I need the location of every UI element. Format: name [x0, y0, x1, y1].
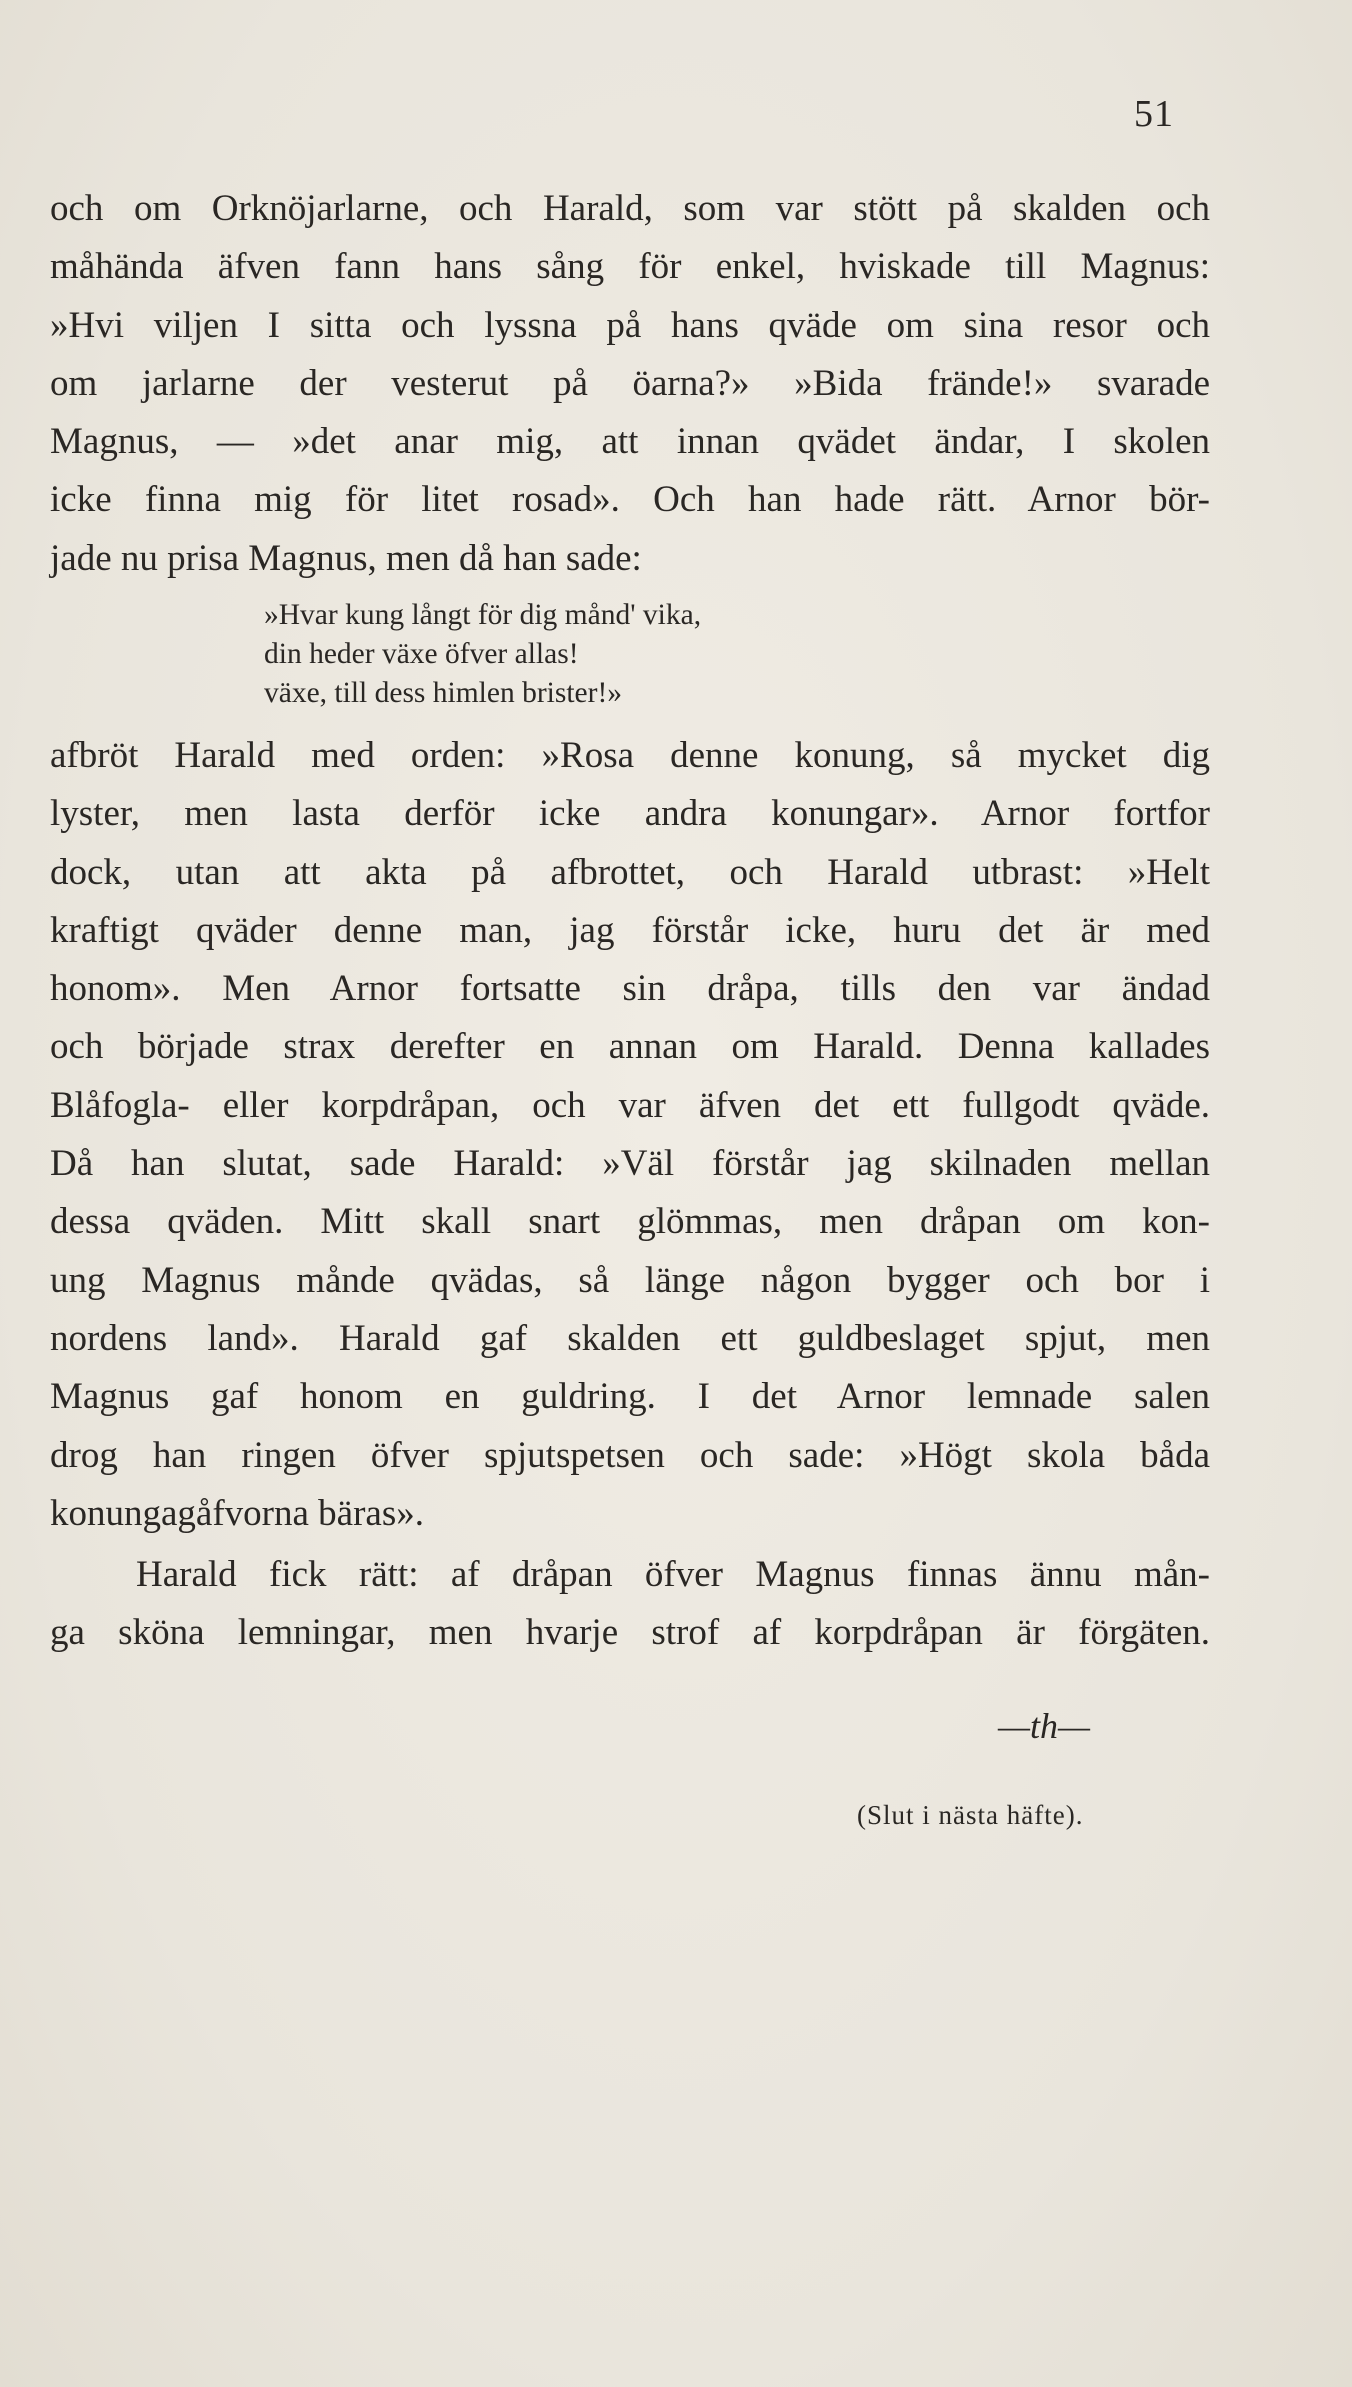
paragraph-2 [50, 727, 1210, 1543]
text-line: jade nu prisa Magnus, men då han sade: [50, 537, 642, 579]
text-line: om jarlarne der vesterut på öarna?» »Bida frände!» svarade [50, 362, 1210, 404]
text-line: »Hvi viljen I sitta och lyssna på hans qväde om sina resor och [50, 304, 1210, 346]
text-line: ung Magnus månde qvädas, så länge någon bygger och bor i [50, 1259, 1210, 1301]
text-line: kraftigt qväder denne man, jag förstår icke, huru det är med [50, 909, 1210, 951]
verse-line: växe, till dess himlen brister!» [264, 677, 623, 709]
text-line: honom». Men Arnor fortsatte sin dråpa, tills den var ändad [50, 968, 1210, 1010]
text-line: måhända äfven fann hans sång för enkel, hviskade till Magnus: [50, 246, 1210, 288]
text-line: ga sköna lemningar, men hvarje strof af korpdråpan är förgäten. [50, 1612, 1210, 1654]
paragraph-3 [50, 1546, 1210, 1663]
text-line: Harald fick rätt: af dråpan öfver Magnus finnas ännu mån- [136, 1554, 1210, 1595]
text-line: och om Orknöjarlarne, och Harald, som var stött på skalden och [50, 188, 1210, 229]
text-line: Magnus, — »det anar mig, att innan qvädet ändar, I skolen [50, 421, 1210, 463]
verse-line: din heder växe öfver allas! [264, 638, 579, 670]
text-line: Magnus gaf honom en guldring. I det Arnor lemnade salen [50, 1376, 1210, 1418]
text-line: och började strax derefter en annan om Harald. Denna kallades [50, 1026, 1210, 1068]
text-line: afbröt Harald med orden: »Rosa denne konung, så mycket dig [50, 735, 1210, 776]
text-line: drog han ringen öfver spjutspetsen och sade: »Högt skola båda [50, 1434, 1210, 1476]
continued-note: (Slut i nästa häfte). [857, 1800, 1084, 1830]
text-line: dock, utan att akta på afbrottet, och Harald utbrast: »Helt [50, 851, 1210, 893]
text-line: Då han slutat, sade Harald: »Väl förstår jag skilnaden mellan [50, 1143, 1210, 1185]
author-signature: —th— [998, 1706, 1091, 1746]
text-line: Blåfogla- eller korpdråpan, och var äfven det ett fullgodt qväde. [50, 1084, 1210, 1126]
text-line: konungagåfvorna bäras». [50, 1492, 424, 1534]
paragraph-1 [50, 180, 1210, 588]
verse-quote [264, 596, 1024, 713]
page-number: 51 [1134, 93, 1174, 135]
text-line: nordens land». Harald gaf skalden ett guldbeslaget spjut, men [50, 1317, 1210, 1359]
text-line: dessa qväden. Mitt skall snart glömmas, men dråpan om kon- [50, 1201, 1210, 1243]
text-line: lyster, men lasta derför icke andra konungar». Arnor fortfor [50, 793, 1210, 835]
verse-line: »Hvar kung långt för dig månd' vika, [264, 599, 702, 631]
text-line: icke finna mig för litet rosad». Och han hade rätt. Arnor bör- [50, 479, 1210, 521]
